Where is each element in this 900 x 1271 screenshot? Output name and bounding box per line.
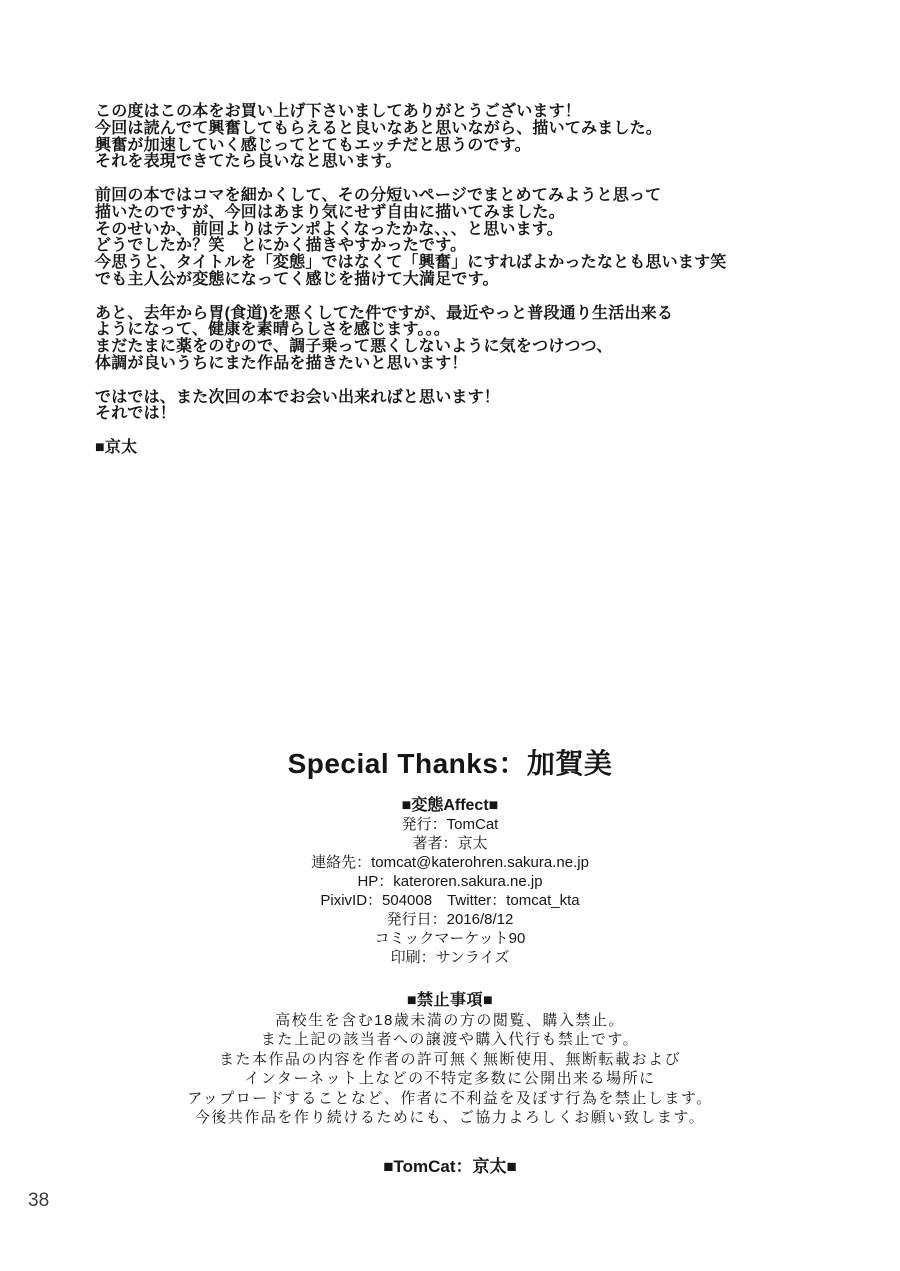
- letter-line: 描いたのですが、今回はあまり気にせず自由に描いてみました。: [95, 203, 565, 221]
- afterword-letter: [95, 104, 815, 457]
- colophon-line: 連絡先：tomcat@katerohren.sakura.ne.jp: [311, 854, 589, 871]
- colophon-line: コミックマーケット90: [374, 930, 526, 947]
- letter-line: それでは！: [95, 405, 177, 423]
- letter-line: 今思うと、タイトルを「変態」ではなくて「興奮」にすればよかったなとも思います笑: [95, 254, 727, 272]
- colophon-line: 発行：TomCat: [401, 816, 499, 833]
- letter-paragraph: [95, 306, 815, 373]
- letter-line: ようになって、健康を素晴らしさを感じます。。。: [95, 321, 451, 339]
- colophon-line: 著者：京太: [412, 835, 488, 852]
- colophon-line: HP：kateroren.sakura.ne.jp: [357, 873, 543, 890]
- letter-line: 今回は読んでて興奮してもらえると良いなあと思いながら、描いてみました。: [95, 119, 663, 137]
- book-title: ■変態Affect■: [401, 797, 499, 814]
- letter-paragraph: [95, 188, 815, 289]
- letter-line: どうでしたか？笑 とにかく描きやすかったです。: [95, 237, 467, 255]
- letter-line: 前回の本ではコマを細かくして、その分短いページでまとめてみようと思って: [95, 186, 662, 204]
- letter-line: この度はこの本をお買い上げ下さいましてありがとうございます！: [95, 103, 582, 120]
- letter-line: まだたまに薬をのむので、調子乗って悪くしないように気をつけつつ、: [95, 338, 613, 356]
- special-thanks: Special Thanks：加賀美: [287, 748, 613, 779]
- colophon-lines: [0, 815, 900, 967]
- prohibition-lines: [0, 1011, 900, 1128]
- prohibition-line: インターネット上などの不特定多数に公開出来る場所に: [244, 1070, 656, 1087]
- prohibition-line: アップロードすることなど、作者に不利益を及ぼす行為を禁止します。: [187, 1089, 713, 1107]
- colophon-line: PixivID：504008 Twitter：tomcat_kta: [320, 892, 580, 909]
- letter-line: それを表現できてたら良いなと思います。: [95, 153, 402, 171]
- letter-line: 興奮が加速していく感じってとてもエッチだと思うのです。: [95, 136, 531, 154]
- circle-credit: ■TomCat：京太■: [383, 1156, 517, 1176]
- page-number: 38: [28, 1190, 50, 1211]
- prohibition-line: また本作品の内容を作者の許可無く無断使用、無断転載および: [218, 1050, 681, 1068]
- letter-line: そのせいか、前回よりはテンポよくなったかな、、、と思います。: [95, 220, 563, 238]
- letter-line: あと、去年から胃(食道)を悪くしてた件ですが、最近やっと普段通り生活出来る: [95, 304, 674, 322]
- letter-line: ではでは、また次回の本でお会い出来ればと思います！: [95, 388, 501, 406]
- colophon: [0, 796, 900, 967]
- letter-paragraph: [95, 104, 815, 171]
- colophon-section: [0, 748, 900, 1177]
- letter-line: 体調が良いうちにまた作品を描きたいと思います！: [95, 354, 468, 372]
- author-signature: ■京太: [95, 438, 138, 456]
- prohibition-line: また上記の該当者への譲渡や購入代行も禁止です。: [260, 1031, 640, 1048]
- prohibition-line: 高校生を含む18歳未満の方の閲覧、購入禁止。: [275, 1011, 625, 1029]
- letter-line: でも主人公が変態になってく感じを描けて大満足です。: [95, 270, 499, 288]
- colophon-line: 印刷：サンライズ: [390, 949, 510, 966]
- prohibition-notice: [0, 991, 900, 1128]
- letter-paragraph: [95, 390, 815, 424]
- prohibition-line: 今後共作品を作り続けるためにも、ご協力よろしくお願い致します。: [194, 1109, 706, 1126]
- prohibition-title: ■禁止事項■: [406, 992, 494, 1009]
- colophon-line: 発行日：2016/8/12: [386, 911, 514, 928]
